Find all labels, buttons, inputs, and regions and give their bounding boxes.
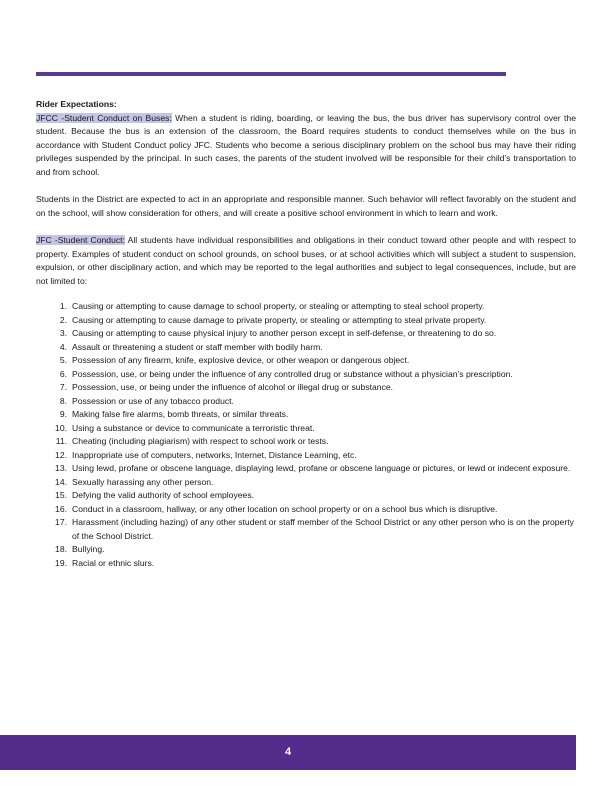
list-item (36, 368, 576, 382)
list-item-number: 5. (59, 355, 67, 365)
list-item-number: 17. (55, 517, 67, 527)
list-item-number: 2. (59, 314, 67, 325)
list-item-number: 3. (59, 328, 67, 338)
student-conduct-text: All students have individual responsibilities and obligations in their conduct toward other people and with respect to property. Examples of student conduct on school grounds, on school buses, or at school activities which will subject a student to suspension, expulsion, or other disciplinary action, and which may be reported to the legal authorities and subject to legal consequences, include, but are not limited to: (36, 235, 576, 286)
conduct-violations-list (36, 300, 576, 570)
list-item-number: 15. (55, 490, 67, 500)
list-item-text: Defying the valid authority of school employees. (72, 490, 255, 500)
bus-conduct-text: When a student is riding, boarding, or leaving the bus, the bus driver has supervisory control over the student. Because the bus is an extension of the classroom, the Board requires students to conduct themselves while on the bus in accordance with Student Conduct policy JFC. Students who become a serious disciplinary problem on the school bus may have their riding privileges suspended by the principal. In such cases, the parents of the student involved will be responsible for their child’s transportation to and from school. (36, 112, 576, 177)
list-item (36, 395, 576, 409)
list-item-number: 12. (55, 449, 67, 460)
list-item (36, 435, 576, 449)
list-item-text: Possession or use of any tobacco product. (72, 395, 234, 406)
list-item-text: Possession, use, or being under the influence of any controlled drug or substance without a physician’s prescription. (72, 368, 513, 379)
top-divider-rule (36, 72, 506, 76)
document-body (36, 98, 576, 570)
list-item-text: Bullying. (72, 544, 105, 554)
list-item-number: 19. (55, 557, 67, 568)
student-conduct-paragraph (36, 234, 576, 288)
list-item-number: 11. (55, 436, 67, 446)
list-item (36, 341, 576, 355)
list-item-number: 1. (59, 301, 67, 311)
list-item-number: 8. (59, 395, 67, 406)
list-item-number: 16. (55, 503, 67, 514)
list-item-number: 9. (59, 409, 67, 419)
list-item (36, 314, 576, 328)
list-item (36, 354, 576, 368)
list-item-text: Possession, use, or being under the influence of alcohol or illegal drug or substance. (72, 382, 394, 392)
list-item-text: Causing or attempting to cause damage to school property, or stealing or attempting to steal school property. (72, 301, 485, 311)
list-item (36, 462, 576, 476)
list-item-text: Using a substance or device to communicate a terroristic threat. (72, 422, 315, 433)
list-item-text: Possession of any firearm, knife, explosive device, or other weapon or dangerous object. (72, 355, 410, 365)
list-item-number: 10. (55, 422, 67, 433)
list-item-text: Sexually harassing any other person. (72, 476, 214, 487)
list-item-text: Assault or threatening a student or staff member with bodily harm. (72, 341, 323, 352)
list-item-text: Conduct in a classroom, hallway, or any other location on school property or on a school bus which is disruptive. (72, 503, 498, 514)
list-item-text: Harassment (including hazing) of any other student or staff member of the School District or any other person who is on the property of the School District. (72, 517, 574, 541)
section-heading: Rider Expectations: (36, 99, 117, 109)
list-item-text: Causing or attempting to cause damage to private property, or stealing or attempting to steal private property. (72, 314, 487, 325)
list-item-text: Causing or attempting to cause physical injury to another person except in self-defense, or threatening to do so. (72, 328, 497, 338)
list-item (36, 381, 576, 395)
list-item (36, 503, 576, 517)
list-item (36, 449, 576, 463)
list-item-number: 13. (55, 463, 67, 473)
list-item-number: 14. (55, 476, 67, 487)
expectations-paragraph: Students in the District are expected to act in an appropriate and responsible manner. Such behavior will reflect favorably on the student and on the school, will show consideration for others, and will create a positive school environment in which to learn and work. (36, 194, 576, 218)
bus-conduct-paragraph (36, 112, 576, 180)
list-item-number: 6. (59, 368, 67, 379)
list-item-text: Using lewd, profane or obscene language, displaying lewd, profane or obscene language or pictures, or lewd or indecent exposure. (72, 463, 571, 473)
list-item (36, 516, 576, 543)
list-item-text: Inappropriate use of computers, networks, Internet, Distance Learning, etc. (72, 449, 357, 460)
list-item-text: Cheating (including plagiarism) with respect to school work or tests. (72, 436, 329, 446)
list-item-text: Racial or ethnic slurs. (72, 557, 155, 568)
list-item-number: 4. (59, 341, 67, 352)
list-item (36, 408, 576, 422)
page-number: 4 (284, 746, 292, 758)
list-item (36, 557, 576, 571)
list-item-number: 7. (59, 382, 67, 392)
list-item (36, 489, 576, 503)
list-item (36, 476, 576, 490)
list-item-text: Making false fire alarms, bomb threats, or similar threats. (72, 409, 289, 419)
footer-bar (0, 735, 576, 770)
list-item (36, 327, 576, 341)
list-item (36, 543, 576, 557)
policy-highlight-jfcc: JFCC -Student Conduct on Buses: (36, 112, 172, 123)
list-item (36, 422, 576, 436)
list-item-number: 18. (55, 544, 67, 554)
list-item (36, 300, 576, 314)
policy-highlight-jfc: JFC -Student Conduct: (36, 235, 125, 245)
